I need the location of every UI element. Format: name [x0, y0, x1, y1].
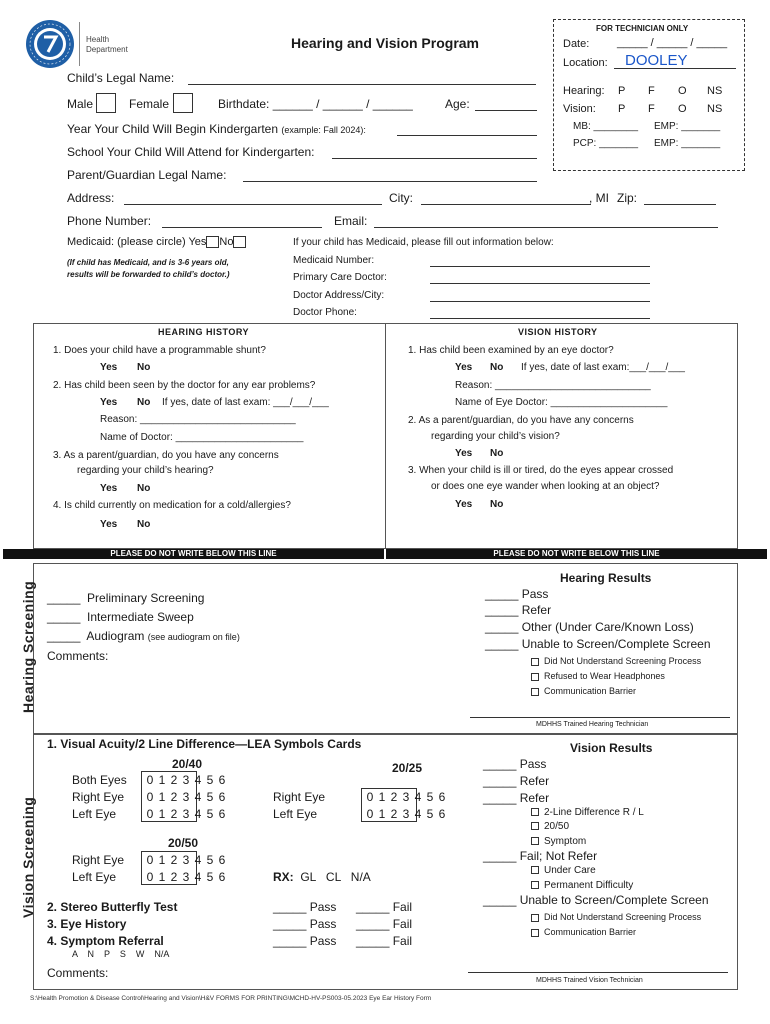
vh-q3-no[interactable]: No [490, 499, 504, 510]
rx-label: RX: [273, 870, 294, 884]
hh-q3-yes[interactable]: Yes [100, 483, 118, 494]
preliminary-blank: _____ [47, 591, 81, 605]
vh-q3-line2: or does one eye wander when looking at an object? [431, 481, 660, 492]
primary-care-doctor-field[interactable] [430, 283, 650, 284]
birthdate-label[interactable]: Birthdate: ______ / ______ / ______ [218, 97, 413, 111]
hh-q3-no[interactable]: No [137, 483, 151, 494]
digit[interactable]: 6 [218, 773, 226, 787]
digit[interactable]: 0 [366, 807, 374, 821]
digit[interactable]: 2 [170, 870, 178, 884]
male-label: Male [67, 97, 94, 111]
hearing-results-title: Hearing Results [560, 571, 652, 585]
medicaid-note-line2: results will be forwarded to child’s doctor.) [67, 270, 230, 279]
digit[interactable]: 4 [194, 853, 202, 867]
refer-check-symptom[interactable] [531, 836, 586, 847]
hh-doctor-name[interactable]: Name of Doctor: _______________________ [100, 432, 304, 443]
eye-history-label: 3. Eye History [47, 917, 127, 931]
email-label: Email: [334, 214, 368, 228]
medicaid-circle-label: (please circle) [117, 236, 186, 248]
hearing-unable-label: Unable to Screen/Complete Screen [521, 637, 711, 651]
digit[interactable]: 3 [182, 807, 190, 821]
vh-q1-no[interactable]: No [490, 362, 504, 373]
zip-label: Zip: [617, 191, 638, 205]
hearing-unable-blank: _____ [485, 637, 519, 651]
left-eye-2025-label: Left Eye [273, 807, 318, 821]
hearing-pass-label: Pass [521, 587, 549, 601]
audiogram[interactable] [47, 629, 240, 643]
digit[interactable]: 2 [170, 790, 178, 804]
preliminary-screening[interactable] [47, 591, 204, 605]
digit[interactable]: 1 [158, 853, 166, 867]
fail-not-refer-blank: _____ [483, 849, 517, 863]
tech-vision-code-p[interactable]: P [618, 103, 626, 115]
phone-label: Phone Number: [67, 214, 152, 228]
digit[interactable]: 2 [170, 853, 178, 867]
school-label: School Your Child Will Attend for Kindergarten: [67, 145, 315, 159]
fail-check-under-care[interactable] [531, 865, 596, 876]
doctor-phone-field[interactable] [430, 318, 650, 319]
digit[interactable]: 5 [206, 807, 214, 821]
org-line1: Health [86, 35, 110, 44]
digits-2050-left[interactable] [144, 870, 228, 884]
medicaid-info-heading: If your child has Medicaid, please fill out information below: [293, 237, 554, 248]
audiogram-blank: _____ [47, 629, 81, 643]
hh-q2: 2. Has child been seen by the doctor for any ear problems? [53, 380, 316, 391]
eye-history-fail-label: Fail [392, 917, 413, 931]
vision-refer1-blank: _____ [483, 774, 517, 788]
stereo-pass-blank: _____ [273, 900, 307, 914]
vh-q1: 1. Has child been examined by an eye doctor? [408, 345, 614, 356]
tech-hearing-code-ns[interactable]: NS [707, 85, 723, 97]
digit[interactable]: 6 [218, 853, 226, 867]
hearing-check-1[interactable] [531, 656, 701, 666]
vision-unable-blank: _____ [483, 893, 517, 907]
referral-codes[interactable]: A N P S W N/A [72, 949, 170, 959]
left-eye-2050-label: Left Eye [72, 870, 117, 884]
city-label: City: [389, 191, 413, 205]
vision-result-unable[interactable] [483, 893, 709, 907]
digit[interactable]: 3 [182, 790, 190, 804]
hearing-signature-label: MDHHS Trained Hearing Technician [536, 721, 649, 728]
vh-reason[interactable]: Reason: ____________________________ [455, 380, 651, 391]
digit[interactable]: 2 [170, 773, 178, 787]
tech-date-label: Date: [563, 38, 590, 50]
preliminary-label: Preliminary Screening [87, 591, 205, 605]
checkbox-icon[interactable] [531, 929, 539, 937]
digit[interactable]: 5 [426, 790, 434, 804]
digit[interactable]: 6 [438, 807, 446, 821]
digit[interactable]: 4 [194, 807, 202, 821]
hearing-check-2-label: Refused to Wear Headphones [544, 671, 665, 681]
symptom-fail-label: Fail [392, 934, 413, 948]
kindergarten-field[interactable] [397, 135, 537, 136]
vision-history-title: VISION HISTORY [518, 327, 598, 337]
school-field[interactable] [332, 158, 537, 159]
tech-hearing-code-p[interactable]: P [618, 85, 626, 97]
right-eye-2025-label: Right Eye [273, 790, 326, 804]
hh-q4-no[interactable]: No [137, 519, 151, 530]
digit[interactable]: 0 [146, 773, 154, 787]
fail-check-under-care-label: Under Care [544, 865, 596, 876]
symptom-referral-label: 4. Symptom Referral [47, 934, 164, 948]
tech-location-label: Location: [563, 57, 608, 69]
county-seal [24, 18, 76, 70]
hh-q2-date[interactable]: If yes, date of last exam: ___/___/___ [162, 397, 329, 408]
checkbox-icon[interactable] [531, 837, 539, 845]
hh-q4: 4. Is child currently on medication for a cold/allergies? [53, 500, 291, 511]
zip-field[interactable] [644, 204, 716, 205]
vision-pass-label: Pass [519, 757, 547, 771]
tech-location-value[interactable]: DOOLEY [625, 52, 688, 69]
right-eye-2050-label: Right Eye [72, 853, 125, 867]
divider-bar-left: PLEASE DO NOT WRITE BELOW THIS LINE [3, 549, 384, 559]
divider-bar-right: PLEASE DO NOT WRITE BELOW THIS LINE [386, 549, 767, 559]
header-divider [79, 22, 80, 66]
digit[interactable]: 0 [366, 790, 374, 804]
checkbox-icon[interactable] [531, 914, 539, 922]
heading-2040: 20/40 [172, 757, 203, 771]
digit[interactable]: 4 [194, 870, 202, 884]
state-label: , MI [589, 191, 609, 205]
history-divider [385, 323, 386, 549]
hh-q1-yes[interactable]: Yes [100, 362, 118, 373]
checkbox-icon[interactable] [531, 881, 539, 889]
digit[interactable]: 2 [390, 790, 398, 804]
tech-pcp[interactable]: PCP: _______ [573, 138, 639, 149]
tech-date-value[interactable]: _____ / _____ / _____ [617, 37, 728, 49]
hearing-check-2[interactable] [531, 671, 665, 681]
symptom-pass-label: Pass [309, 934, 337, 948]
eye-history-pass-label: Pass [309, 917, 337, 931]
digit[interactable]: 1 [158, 807, 166, 821]
doctor-address-label: Doctor Address/City: [293, 290, 385, 301]
digit[interactable]: 0 [146, 807, 154, 821]
digit[interactable]: 5 [206, 870, 214, 884]
male-checkbox[interactable] [96, 93, 116, 113]
digit[interactable]: 4 [414, 790, 422, 804]
digit[interactable]: 5 [206, 790, 214, 804]
digit[interactable]: 6 [218, 870, 226, 884]
digit[interactable]: 1 [378, 807, 386, 821]
intermediate-blank: _____ [47, 610, 81, 624]
medicaid-row [67, 236, 246, 248]
technician-heading: FOR TECHNICIAN ONLY [596, 24, 689, 33]
digit[interactable]: 5 [206, 773, 214, 787]
vh-q3-yes[interactable]: Yes [455, 499, 473, 510]
digit[interactable]: 1 [378, 790, 386, 804]
fail-check-permanent[interactable] [531, 880, 633, 891]
hh-q3-line2: regarding your child’s hearing? [77, 465, 214, 476]
hearing-comments-label: Comments: [47, 649, 109, 663]
hh-q2-no[interactable]: No [137, 397, 151, 408]
vision-screening-side-label: Vision Screening [20, 796, 36, 918]
symptom-fail-blank: _____ [356, 934, 390, 948]
city-field[interactable] [421, 204, 591, 205]
tech-vision-code-o[interactable]: O [678, 103, 687, 115]
audiogram-label: Audiogram [86, 629, 145, 643]
symptom-pass-blank: _____ [273, 934, 307, 948]
digits-2040-both[interactable] [144, 773, 228, 787]
unable-check-understand-label: Did Not Understand Screening Process [544, 912, 702, 922]
hearing-screening-side-label: Hearing Screening [20, 580, 36, 713]
digit[interactable]: 3 [182, 773, 190, 787]
tech-vision-code-f[interactable]: F [648, 103, 655, 115]
female-label: Female [129, 97, 170, 111]
hearing-check-1-label: Did Not Understand Screening Process [544, 656, 702, 666]
digit[interactable]: 3 [182, 853, 190, 867]
stereo-fail[interactable] [356, 900, 412, 914]
digit[interactable]: 1 [158, 773, 166, 787]
tech-mb[interactable]: MB: ________ [573, 121, 639, 132]
heading-2025: 20/25 [392, 761, 423, 775]
digit[interactable]: 2 [170, 807, 178, 821]
vision-result-refer1[interactable] [483, 774, 549, 788]
stereo-fail-label: Fail [392, 900, 413, 914]
female-checkbox[interactable] [173, 93, 193, 113]
vision-comments-label: Comments: [47, 966, 109, 980]
acuity-title: 1. Visual Acuity/2 Line Difference—LEA Symbols Cards [47, 737, 362, 751]
unable-check-understand[interactable] [531, 912, 701, 922]
stereo-test-label: 2. Stereo Butterfly Test [47, 900, 178, 914]
page-title: Hearing and Vision Program [291, 35, 480, 51]
symptom-fail[interactable] [356, 934, 412, 948]
rx-options[interactable]: GL CL N/A [300, 870, 371, 884]
hearing-result-pass[interactable] [485, 587, 548, 601]
digits-2025-left[interactable] [364, 807, 448, 821]
hearing-other-blank: _____ [485, 620, 519, 634]
rx-row[interactable] [273, 870, 371, 884]
medicaid-number-field[interactable] [430, 266, 650, 267]
primary-care-doctor-label: Primary Care Doctor: [293, 272, 387, 283]
digit[interactable]: 4 [414, 807, 422, 821]
medicaid-note-line1: (If child has Medicaid, and is 3-6 years old, [67, 258, 229, 267]
age-field[interactable] [475, 110, 537, 111]
medicaid-no[interactable]: No [219, 236, 234, 248]
refer-check-2050-label: 20/50 [544, 821, 570, 832]
hearing-history-title: HEARING HISTORY [158, 327, 250, 337]
vh-doctor-name[interactable]: Name of Eye Doctor: _____________________ [455, 397, 668, 408]
audiogram-note: (see audiogram on file) [147, 632, 240, 642]
eye-history-fail[interactable] [356, 917, 412, 931]
address-label: Address: [67, 191, 115, 205]
vision-result-refer2[interactable] [483, 791, 549, 805]
hh-q2-yes[interactable]: Yes [100, 397, 118, 408]
stereo-pass-label: Pass [309, 900, 337, 914]
email-field[interactable] [374, 227, 718, 228]
vision-result-pass[interactable] [483, 757, 546, 771]
kindergarten-label [67, 122, 366, 136]
medicaid-yes-box[interactable] [206, 236, 219, 248]
vh-q2-no[interactable]: No [490, 448, 504, 459]
digits-2040-right[interactable] [144, 790, 228, 804]
digits-2050-right[interactable] [144, 853, 228, 867]
digit[interactable]: 0 [146, 853, 154, 867]
vision-refer1-label: Refer [519, 774, 550, 788]
checkbox-icon[interactable] [531, 866, 539, 874]
vision-signature-label: MDHHS Trained Vision Technician [536, 977, 643, 984]
vh-q2-yes[interactable]: Yes [455, 448, 473, 459]
digit[interactable]: 1 [158, 790, 166, 804]
digit[interactable]: 3 [182, 870, 190, 884]
digit[interactable]: 1 [158, 870, 166, 884]
parent-field[interactable] [243, 181, 537, 182]
digit[interactable]: 3 [402, 790, 410, 804]
digit[interactable]: 5 [426, 807, 434, 821]
eye-history-fail-blank: _____ [356, 917, 390, 931]
vh-q2-line2: regarding your child’s vision? [431, 431, 560, 442]
hearing-refer-label: Refer [521, 603, 552, 617]
child-legal-name-field[interactable] [188, 84, 536, 85]
hearing-check-3-label: Communication Barrier [544, 686, 637, 696]
digit[interactable]: 4 [194, 790, 202, 804]
vision-pass-blank: _____ [483, 757, 517, 771]
tech-hearing-label: Hearing: [563, 85, 605, 97]
tech-hearing-code-o[interactable]: O [678, 85, 687, 97]
hearing-result-refer[interactable] [485, 603, 551, 617]
phone-field[interactable] [162, 227, 322, 228]
vision-refer2-label: Refer [519, 791, 550, 805]
hearing-signature-line[interactable] [470, 717, 730, 718]
fail-not-refer-label: Fail; Not Refer [519, 849, 598, 863]
tech-vision-label: Vision: [563, 103, 596, 115]
checkbox-icon[interactable] [531, 808, 539, 816]
both-eyes-label: Both Eyes [72, 773, 127, 787]
stereo-pass[interactable] [273, 900, 336, 914]
address-field[interactable] [124, 204, 382, 205]
child-legal-name-label: Child’s Legal Name: [67, 71, 175, 85]
digit[interactable]: 6 [438, 790, 446, 804]
digits-2025-right[interactable] [364, 790, 448, 804]
hearing-other-label: Other (Under Care/Known Loss) [521, 620, 694, 634]
hh-q3-line1: 3. As a parent/guardian, do you have any concerns [53, 450, 279, 461]
kindergarten-example: (example: Fall 2024): [281, 125, 366, 135]
tech-emp1[interactable]: EMP: _______ [654, 121, 721, 132]
hh-reason[interactable]: Reason: ____________________________ [100, 414, 296, 425]
refer-check-2050[interactable] [531, 821, 569, 832]
hh-q1: 1. Does your child have a programmable shunt? [53, 345, 266, 356]
hearing-check-3[interactable] [531, 686, 636, 696]
fail-check-permanent-label: Permanent Difficulty [544, 880, 634, 891]
refer-check-2line[interactable] [531, 807, 644, 818]
tech-emp2[interactable]: EMP: _______ [654, 138, 721, 149]
stereo-fail-blank: _____ [356, 900, 390, 914]
refer-check-2line-label: 2-Line Difference R / L [544, 807, 644, 818]
hearing-pass-blank: _____ [485, 587, 519, 601]
digit[interactable]: 3 [402, 807, 410, 821]
checkbox-icon[interactable] [531, 673, 539, 681]
digit[interactable]: 5 [206, 853, 214, 867]
digit[interactable]: 2 [390, 807, 398, 821]
checkbox-icon[interactable] [531, 688, 539, 696]
unable-check-barrier[interactable] [531, 927, 636, 937]
hh-q1-no[interactable]: No [137, 362, 151, 373]
vh-q3-line1: 3. When your child is ill or tired, do the eyes appear crossed [408, 465, 674, 476]
medicaid-no-box[interactable] [233, 236, 246, 248]
intermediate-label: Intermediate Sweep [87, 610, 194, 624]
doctor-phone-label: Doctor Phone: [293, 307, 357, 318]
vision-result-fail-not-refer[interactable] [483, 849, 597, 863]
unable-check-barrier-label: Communication Barrier [544, 927, 637, 937]
doctor-address-field[interactable] [430, 301, 650, 302]
intermediate-sweep[interactable] [47, 610, 194, 624]
tech-vision-code-ns[interactable]: NS [707, 103, 723, 115]
digit[interactable]: 6 [218, 790, 226, 804]
left-eye-2040-label: Left Eye [72, 807, 117, 821]
heading-2050: 20/50 [168, 836, 199, 850]
kindergarten-label-text: Year Your Child Will Begin Kindergarten [67, 122, 279, 136]
age-label: Age: [445, 97, 470, 111]
hearing-result-unable[interactable] [485, 637, 711, 651]
vision-unable-label: Unable to Screen/Complete Screen [519, 893, 709, 907]
right-eye-2040-label: Right Eye [72, 790, 125, 804]
refer-check-symptom-label: Symptom [544, 836, 587, 847]
medicaid-label: Medicaid: [67, 236, 115, 248]
eye-history-pass[interactable] [273, 917, 336, 931]
digits-2040-left[interactable] [144, 807, 228, 821]
eye-history-pass-blank: _____ [273, 917, 307, 931]
vision-results-title: Vision Results [570, 741, 653, 755]
tech-location-line [614, 68, 736, 69]
digit[interactable]: 0 [146, 870, 154, 884]
medicaid-number-label: Medicaid Number: [293, 255, 375, 266]
hearing-result-other[interactable] [485, 620, 694, 634]
vh-q2-line1: 2. As a parent/guardian, do you have any concerns [408, 415, 634, 426]
medicaid-yes[interactable]: Yes [188, 236, 207, 248]
vision-refer2-blank: _____ [483, 791, 517, 805]
vh-q1-yes[interactable]: Yes [455, 362, 473, 373]
footer-path: S:\Health Promotion & Disease Control\Hearing and Vision\H&V FORMS FOR PRINTING\MCHD-HV-PS003-05.2023 Eye Ear History Form [30, 995, 432, 1002]
digit[interactable]: 4 [194, 773, 202, 787]
vh-q1-date[interactable]: If yes, date of last exam:___/___/___ [521, 362, 685, 373]
checkbox-icon[interactable] [531, 822, 539, 830]
org-line2: Department [86, 45, 128, 54]
parent-label: Parent/Guardian Legal Name: [67, 168, 227, 182]
checkbox-icon[interactable] [531, 658, 539, 666]
digit[interactable]: 0 [146, 790, 154, 804]
hearing-refer-blank: _____ [485, 603, 519, 617]
vision-signature-line[interactable] [468, 972, 728, 973]
symptom-pass[interactable] [273, 934, 336, 948]
digit[interactable]: 6 [218, 807, 226, 821]
tech-hearing-code-f[interactable]: F [648, 85, 655, 97]
hh-q4-yes[interactable]: Yes [100, 519, 118, 530]
